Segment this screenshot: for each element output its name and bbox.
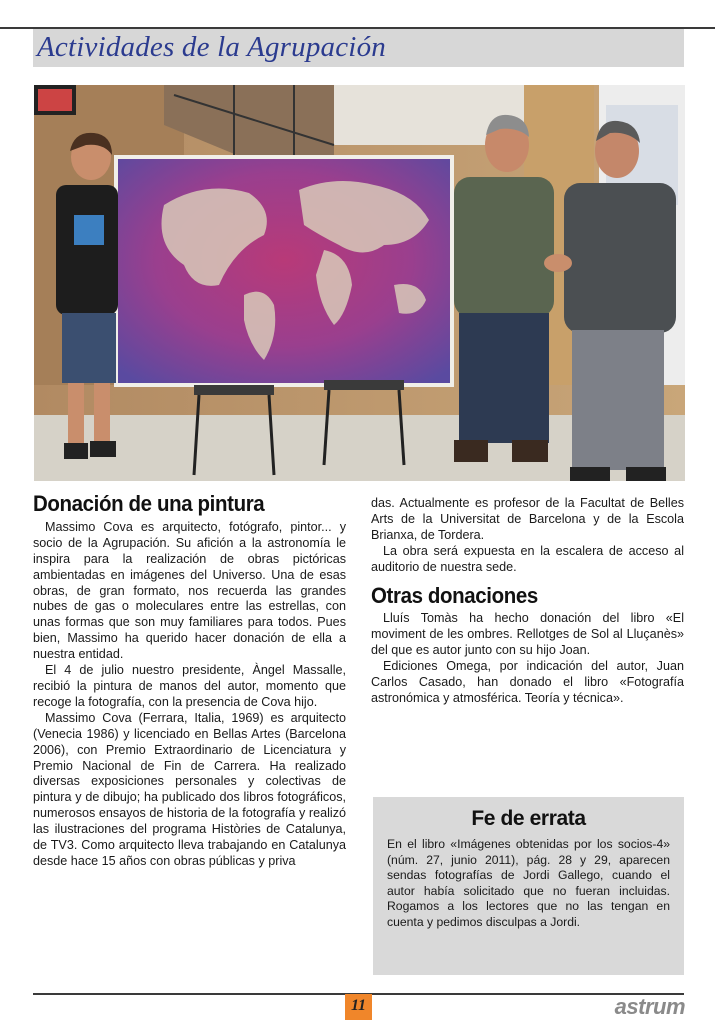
paragraph: La obra será expuesta en la escalera de acceso al auditorio de nuestra sede. [371,543,684,574]
errata-heading: Fe de errata [471,807,586,830]
left-column [33,491,346,870]
paragraph: Ediciones Omega, por indicación del autor, Juan Carlos Casado, han donado el libro «Fotografía astronómica y atmosférica. Teoría y técnica». [371,659,684,705]
donation-photo [34,85,685,481]
errata-text: En el libro «Imágenes obtenidas por los socios-4» (núm. 27, junio 2011), pág. 28 y 29, aparecen sendas fotografías de Jordi Gallego, cuando el autor había solicitado que no fueran incluidas. Rogamos a los lectores que no las tengan en cuenta y pedimos disculpas a Jordi. [387,837,670,929]
errata-box [373,797,684,975]
paragraph: El 4 de julio nuestro presidente, Àngel Massalle, recibió la pintura de manos del autor, momento que recoge la fotografía, con la presencia de Cova hijo. [33,663,346,709]
brand-logo: astrum [614,994,685,1019]
paragraph: das. Actualmente es profesor de la Facultat de Belles Arts de la Universitat de Barcelona y de la Escola Brianxa, de Tordera. [371,496,684,542]
paragraph: Massimo Cova es arquitecto, fotógrafo, pintor... y socio de la Agrupación. Su afición a la astronomía le inspira para la realización de obras pictóricas ambientadas en imágenes del Universo. Una de esas obras, de gran formato, nos recuerda las grandes nubes de gas o moleculares entre las estrellas, con unas formas que son muy familiares para todos. Pues bien, Massimo ha querido hacer donación de ella a nuestra entidad. [33,519,346,662]
photo-illustration [34,85,685,481]
right-column [371,496,684,707]
article-heading-otras: Otras donaciones [371,582,538,608]
paragraph: Lluís Tomàs ha hecho donación del libro «El moviment de les ombres. Rellotges de Sol al Lluçanès» del que es autor junto con su hijo Joan. [371,611,684,658]
page-number: 11 [345,994,372,1020]
section-title: Actividades de la Agrupación [37,31,386,63]
section-header [33,29,684,67]
paragraph: Massimo Cova (Ferrara, Italia, 1969) es arquitecto (Venecia 1986) y licenciado en Bellas Artes (Barcelona 2006), con Premio Extraordinario de Licenciatura y Premio Nacional de Fin de Carrera. Ha realizado diversas exposiciones personales y colectivas de pintura y de dibujo; ha publicado dos libros fotográficos, numerosos ensayos de historia de la fotografía y realizó las ilustraciones del programa Històries de Catalunya, de TV3. Como arquitecto lleva trabajando en Catalunya desde hace 15 años con obras públicas y priva [33,710,346,868]
article-heading-donacion: Donación de una pintura [33,491,265,516]
